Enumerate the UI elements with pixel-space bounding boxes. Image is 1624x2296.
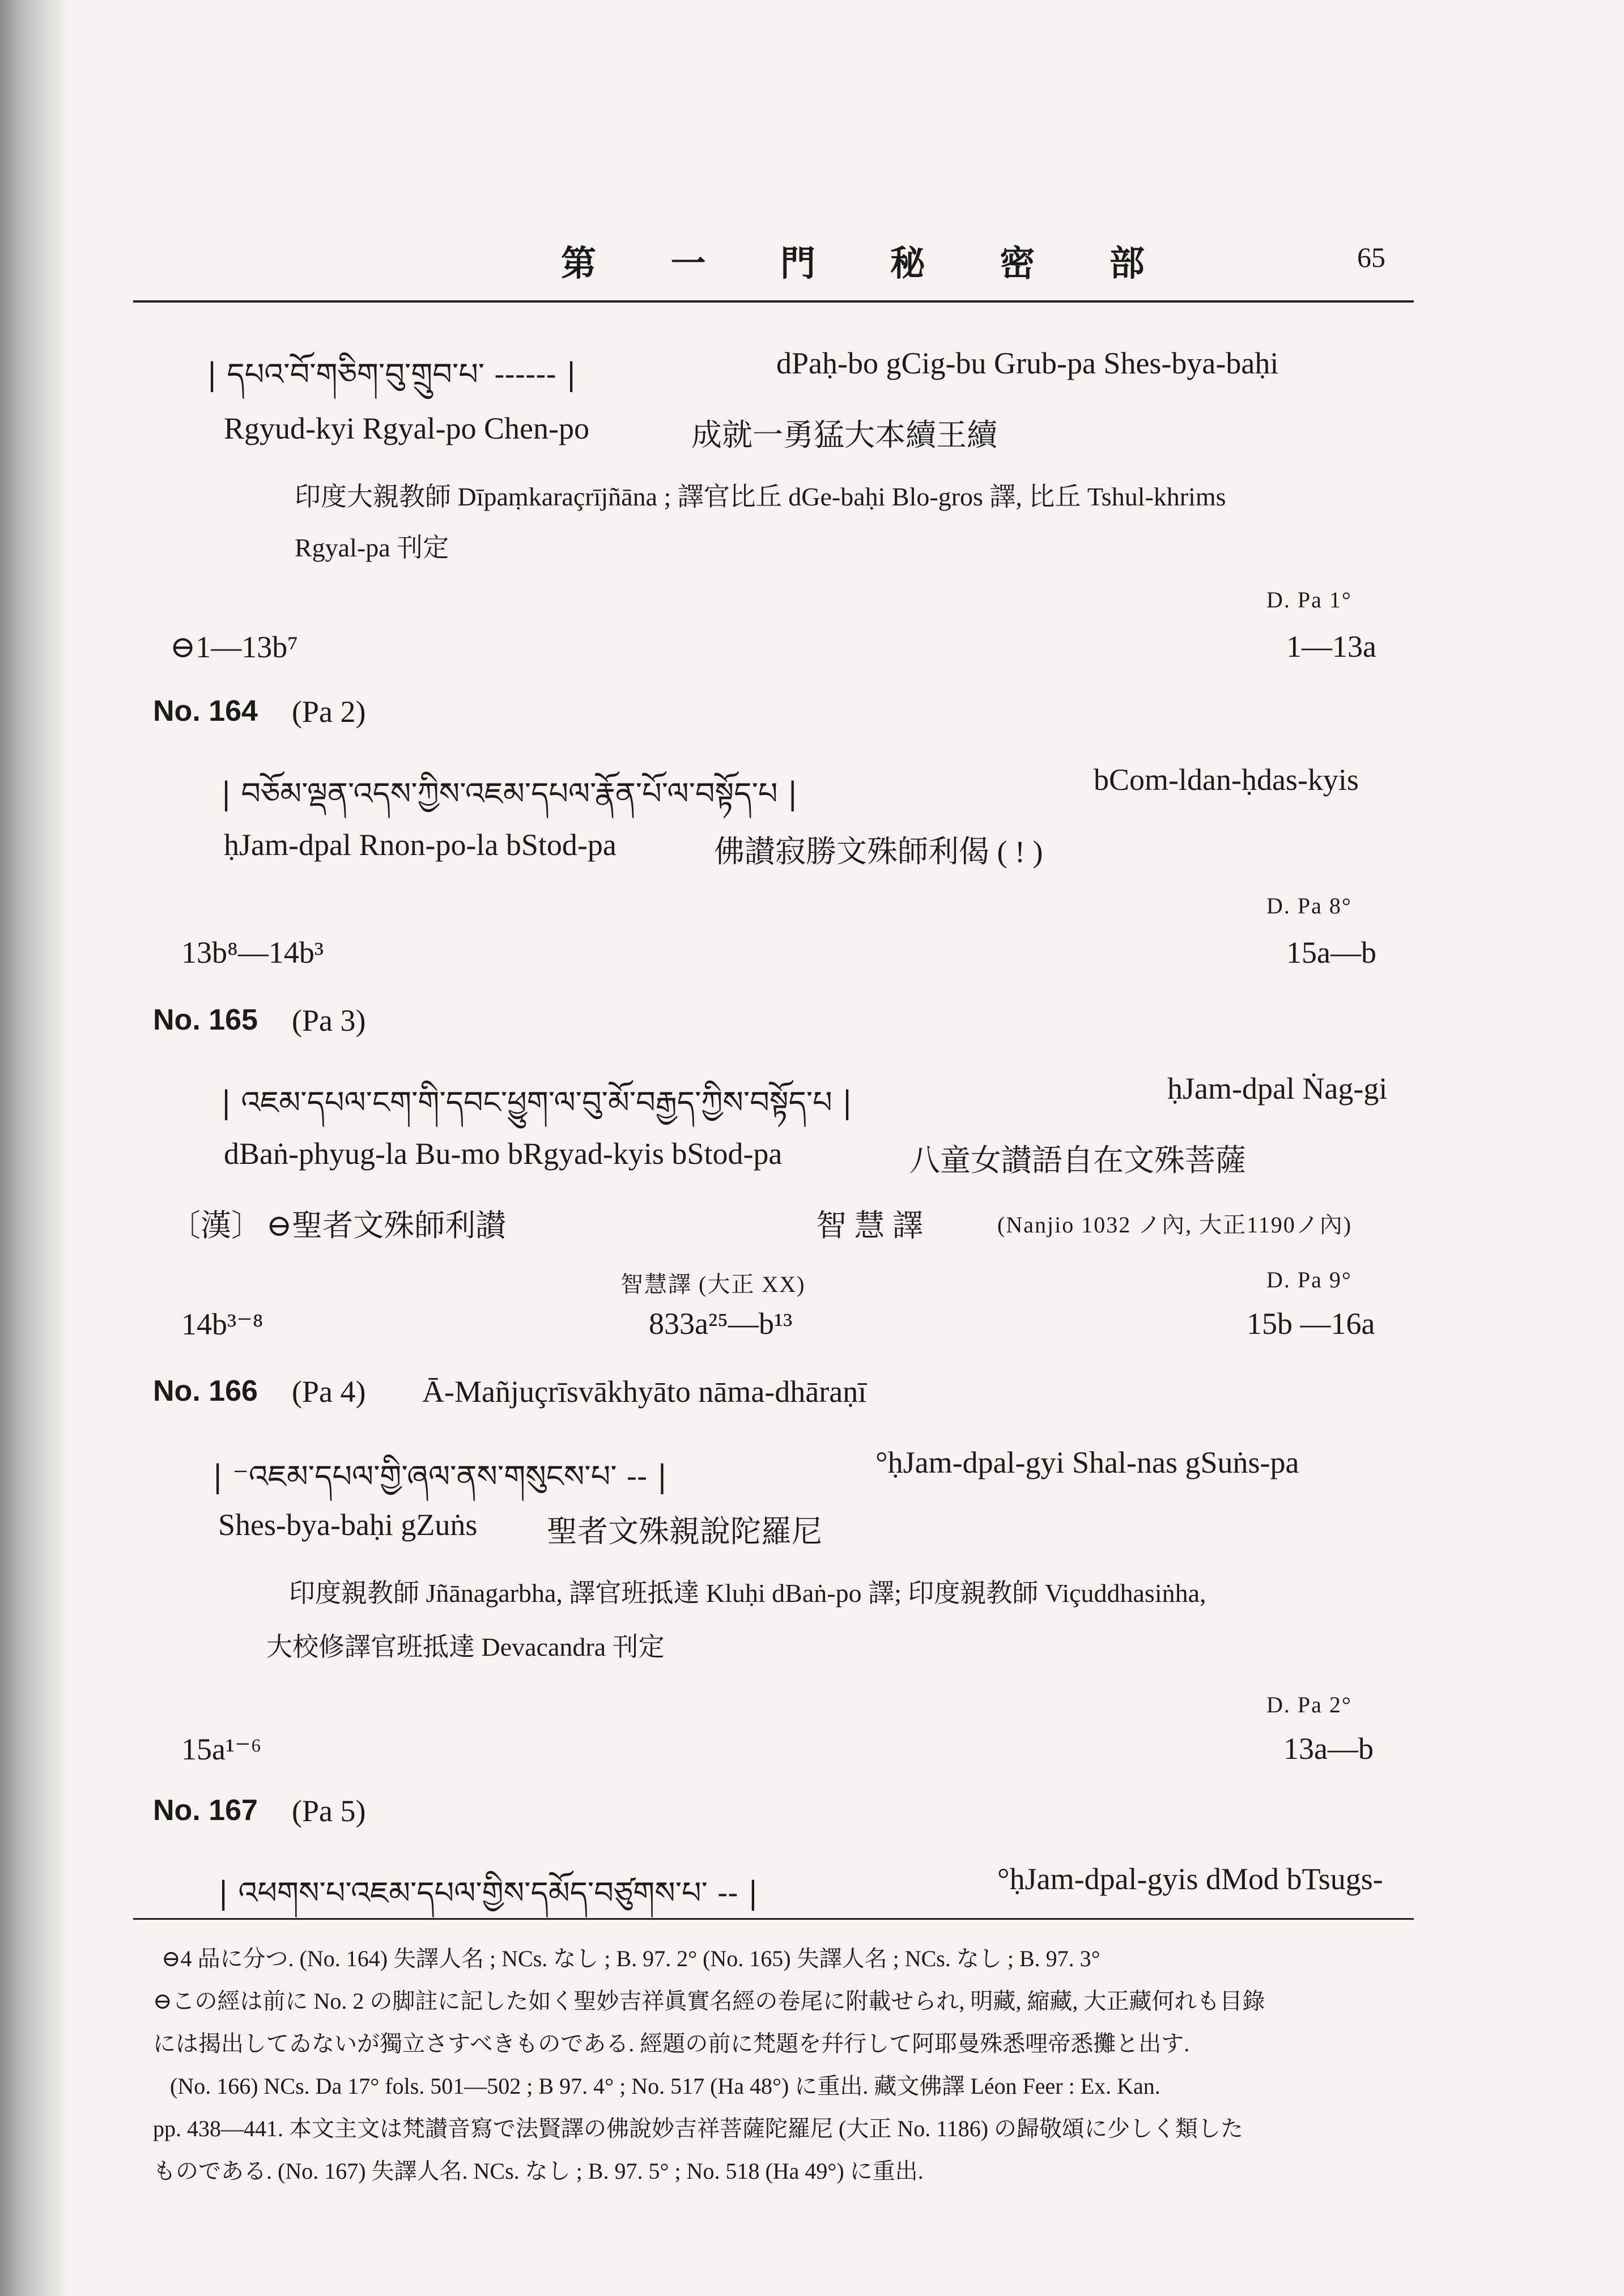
page-header-title: 第 一 門 秘 密 部 [561, 243, 1176, 284]
entry163-translit-a: dPaḥ-bo gCig-bu Grub-pa Shes-bya-baḥi [776, 346, 1279, 380]
entry165-han-title: ⊖聖者文殊師利讃 [266, 1209, 507, 1243]
entry165-volume: (Pa 3) [292, 1004, 366, 1038]
entry163-translators-2: Rgyal-pa 刊定 [295, 533, 449, 562]
entry163-folio-right: 1—13a [1286, 630, 1376, 664]
entry164-folio-right: 15a—b [1286, 936, 1376, 970]
entry165-folio-mid: 833a²⁵—b¹³ [649, 1307, 793, 1341]
entry166-translit-b: Shes-bya-baḥi gZuṅs [218, 1508, 478, 1542]
entry164-tibetan: | བཅོམ་ལྡན་འདས་ཀྱིས་འཇམ་དཔལ་རྣོན་པོ་ལ་བསྟོད་པ | [221, 776, 798, 811]
entry165-tibetan: | འཇམ་དཔལ་ངག་གི་དབང་ཕྱུག་ལ་བུ་མོ་བརྒྱད་ཀྱིས་བསྟོད་པ | [221, 1085, 853, 1120]
entry164-folio-left: 13b⁸—14b³ [181, 936, 324, 970]
entry164-translit-b: ḥJam-dpal Rnon-po-la bStod-pa [224, 828, 617, 862]
book-spine-shadow [0, 0, 68, 2296]
entry166-chinese-title: 聖者文殊親說陀羅尼 [547, 1515, 822, 1549]
entry163-derge-ref: D. Pa 1° [1266, 587, 1352, 613]
footnote-line: ⊖4 品に分つ. (No. 164) 失譯人名 ; NCs. なし ; B. 97. 2° (No. 165) 失譯人名 ; NCs. なし ; B. 97. 3° [161, 1946, 1100, 1971]
entry165-chinese-title: 八童女讃語自在文殊菩薩 [909, 1143, 1246, 1177]
entry163-translators-1: 印度大親教師 Dīpaṃkaraçrījñāna ; 譯官比丘 dGe-baḥi Blo-gros 譯, 比丘 Tshul-khrims [295, 482, 1226, 511]
entry165-folio-left: 14b³⁻⁸ [181, 1307, 263, 1341]
entry166-number: No. 166 [153, 1375, 258, 1408]
entry166-tibetan: | ⁻འཇམ་དཔལ་གྱི་ཞལ་ནས་གསུངས་པ་ -- | [212, 1459, 668, 1494]
entry165-han-ref: (Nanjio 1032 ノ內, 大正1190ノ內) [997, 1212, 1353, 1238]
entry166-folio-right: 13a—b [1283, 1732, 1374, 1766]
entry166-translators-2: 大校修譯官班抵達 Devacandra 刊定 [266, 1632, 665, 1661]
entry163-chinese-title: 成就一勇猛大本續王續 [691, 418, 997, 452]
footnote-line: (No. 166) NCs. Da 17° fols. 501—502 ; B 97. 4° ; No. 517 (Ha 48°) に重出. 藏文佛譯 Léon Feer : Ex. Kan. [170, 2073, 1160, 2099]
header-rule [133, 300, 1414, 303]
entry163-translit-b: Rgyud-kyi Rgyal-po Chen-po [224, 411, 589, 445]
entry164-chinese-title: 佛讃寂勝文殊師利偈 ( ! ) [714, 835, 1043, 869]
entry165-taisho-label: 智慧譯 (大正 XX) [620, 1272, 806, 1297]
entry165-folio-right: 15b —16a [1247, 1307, 1375, 1341]
footnote-line: ものである. (No. 167) 失譯人名. NCs. なし ; B. 97. 5° ; No. 518 (Ha 49°) に重出. [153, 2158, 924, 2184]
entry166-sanskrit-title: Ā-Mañjuçrīsvākhyāto nāma-dhāraṇī [422, 1375, 867, 1409]
entry166-folio-left: 15a¹⁻⁶ [181, 1732, 262, 1766]
footnote-line: pp. 438—441. 本文主文は梵讃音寫で法賢譯の佛說妙吉祥菩薩陀羅尼 (大正 No. 1186) の歸敬頌に少しく類した [153, 2116, 1244, 2141]
entry164-translit-a: bCom-ldan-ḥdas-kyis [1094, 763, 1359, 797]
entry167-translit-a: °ḥJam-dpal-gyis dMod bTsugs- [997, 1862, 1383, 1896]
entry167-tibetan: | འཕགས་པ་འཇམ་དཔལ་གྱིས་དམོད་བཙུགས་པ་ -- | [218, 1875, 759, 1911]
entry165-translit-a: ḥJam-dpal Ṅag-gi [1167, 1072, 1388, 1106]
entry163-tibetan: | དཔའ་བོ་གཅིག་བུ་གྲུབ་པ་ ------ | [207, 356, 577, 392]
footnote-rule [133, 1918, 1414, 1920]
entry166-translit-a: °ḥJam-dpal-gyi Shal-nas gSuṅs-pa [875, 1445, 1299, 1479]
footnote-line: には揭出してゐないが獨立さすべきものである. 經題の前に梵題を幷行して阿耶曼殊悉哩帝悉攤と出す. [153, 2031, 1190, 2056]
entry167-number: No. 167 [153, 1794, 258, 1827]
page-number: 65 [1357, 241, 1385, 273]
entry165-derge-ref: D. Pa 9° [1266, 1267, 1352, 1292]
entry166-translators-1: 印度親教師 Jñānagarbha, 譯官班抵達 Kluḥi dBaṅ-po 譯; 印度親教師 Viçuddhasiṅha, [289, 1579, 1206, 1608]
entry165-han-translator: 智 慧 譯 [816, 1209, 923, 1243]
entry164-derge-ref: D. Pa 8° [1266, 893, 1352, 919]
entry163-folio-left: ⊖1—13b⁷ [170, 630, 299, 664]
entry165-translit-b: dBaṅ-phyug-la Bu-mo bRgyad-kyis bStod-pa [224, 1137, 783, 1171]
entry165-han-label: 〔漢〕 [170, 1209, 262, 1243]
footnote-line: ⊖この經は前に No. 2 の脚註に記した如く聖妙吉祥眞實名經の卷尾に附載せられ, 明藏, 縮藏, 大正藏何れも目錄 [153, 1988, 1265, 2014]
entry165-number: No. 165 [153, 1004, 258, 1036]
entry167-volume: (Pa 5) [292, 1794, 366, 1828]
entry166-volume: (Pa 4) [292, 1375, 366, 1409]
entry164-volume: (Pa 2) [292, 695, 366, 729]
entry166-derge-ref: D. Pa 2° [1266, 1692, 1352, 1717]
entry164-number: No. 164 [153, 695, 258, 728]
